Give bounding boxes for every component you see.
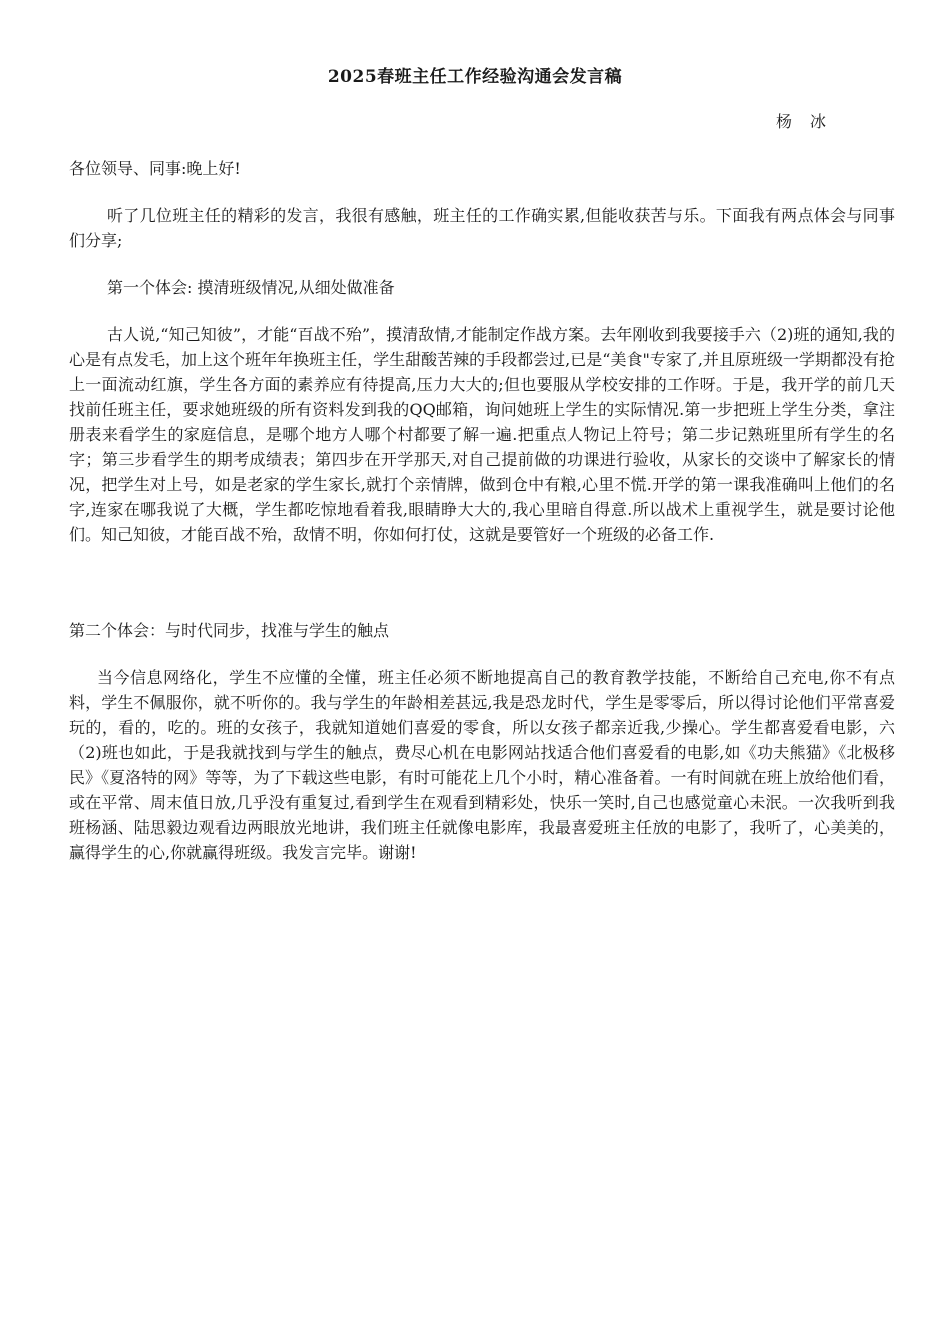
- section-1-body: 古人说,“知己知彼”，才能“百战不殆”，摸清敌情,才能制定作战方案。去年刚收到我要接手六（2)班的通知,我的心是有点发毛，加上这个班年年换班主任，学生甜酸苦辣的手段都尝过,已是“美食"专家了,并且原班级一学期都没有抢上一面流动红旗，学生各方面的素养应有待提高,压力大大的;但也要服从学校安排的工作呀。于是，我开学的前几天找前任班主任，要求她班级的所有资料发到我的QQ邮箱，询问她班上学生的实际情况.第一步把班上学生分类，拿注册表来看学生的家庭信息，是哪个地方人哪个村都要了解一遍.把重点人物记上符号；第二步记熟班里所有学生的名字；第三步看学生的期考成绩表；第四步在开学那天,对自己提前做的功课进行验收，从家长的交谈中了解家长的情况，把学生对上号，如是老家的学生家长,就打个亲情牌，做到仓中有粮,心里不慌.开学的第一课我准确叫上他们的名字,连家在哪我说了大概，学生都吃惊地看着我,眼睛睁大大的,我心里暗自得意.所以战术上重视学生，就是要讨论他们。知己知彼，才能百战不殆，敌情不明，你如何打仗，这就是要管好一个班级的必备工作.: [69, 325, 895, 544]
- greeting-paragraph: 各位领导、同事:晚上好!: [69, 159, 241, 178]
- section-1-heading: 第一个体会: 摸清班级情况,从细处做准备: [107, 278, 395, 297]
- document-title: 2025春班主任工作经验沟通会发言稿: [327, 67, 623, 87]
- author-name: 杨冰: [776, 112, 845, 131]
- section-2-heading: 第二个体会：与时代同步，找准与学生的触点: [69, 621, 390, 640]
- section-2-body: 当今信息网络化，学生不应懂的全懂，班主任必须不断地提高自己的教育教学技能，不断给自己充电,你不有点料，学生不佩服你，就不听你的。我与学生的年龄相差甚远,我是恐龙时代，学生是零零后，所以得讨论他们平常喜爱玩的，看的，吃的。班的女孩子，我就知道她们喜爱的零食，所以女孩子都亲近我,少操心。学生都喜爱看电影，六（2)班也如此，于是我就找到与学生的触点，费尽心机在电影网站找适合他们喜爱看的电影,如《功夫熊猫》《北极移民》《夏洛特的网》等等，为了下载这些电影，有时可能花上几个小时，精心准备着。一有时间就在班上放给他们看，或在平常、周末值日放,几乎没有重复过,看到学生在观看到精彩处，快乐一笑时,自己也感觉童心未泯。一次我听到我班杨涵、陆思毅边观看边两眼放光地讲，我们班主任就像电影库，我最喜爱班主任放的电影了，我听了，心美美的，赢得学生的心,你就赢得班级。我发言完毕。谢谢!: [69, 668, 895, 862]
- intro-paragraph: 听了几位班主任的精彩的发言，我很有感触，班主任的工作确实累,但能收获苦与乐。下面我有两点体会与同事们分享;: [69, 206, 895, 250]
